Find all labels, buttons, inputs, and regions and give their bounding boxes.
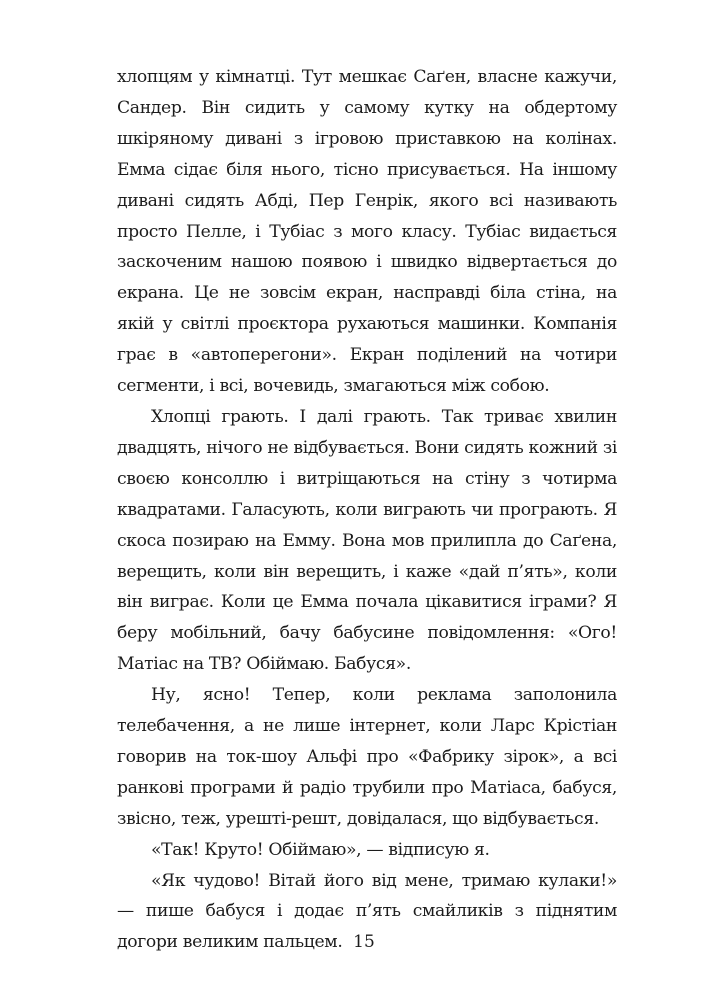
page-number: 15 [353, 932, 375, 952]
paragraph-4: «Так! Круто! Обіймаю», — відписую я. [151, 839, 490, 860]
body-text [117, 62, 617, 958]
paragraph-5: «Як чудово! Вітай його від мене, тримаю кулаки!» — пише бабуся і додає п’ять смайликів з піднятим догори великим пальцем. [117, 870, 617, 953]
paragraph-1: хлопцям у кімнатці. Тут мешкає Саґен, власне кажучи, Сандер. Він сидить у самому кутку на обдертому шкіряному дивані з ігровою приставкою на колінах. Емма сідає біля нього, тісно присувається. На іншому дивані сидять Абді, Пер Генрік, якого всі називають просто Пелле, і Тубіас з мого класу. Тубіас видається заскоченим нашою появою і швидко відвертається до екрана. Це не зовсім екран, насправді біла стіна, на якій у світлі проєктора рухаються машинки. Компанія грає в «автоперегони». Екран поділений на чотири сегменти, і всі, вочевидь, змагаються між собою. [117, 67, 617, 397]
paragraph-3: Ну, ясно! Тепер, коли реклама заполонила телебачення, а не лише інтернет, коли Ларс Крістіан говорив на ток-шоу Альфі про «Фабрику зірок», а всі ранкові програми й радіо трубили про Матіаса, бабуся, звісно, теж, урешті-решт, довідалася, що відбувається. [117, 685, 617, 829]
paragraph-2: Хлопці грають. І далі грають. Так триває хвилин двадцять, нічого не відбувається. Вони сидять кожний зі своєю консоллю і витріщаються на стіну з чотирма квадратами. Галасують, коли виграють чи програють. Я скоса позираю на Емму. Вона мов прилипла до Саґена, верещить, коли він верещить, і каже «дай п’ять», коли він виграє. Коли це Емма почала цікавитися іграми? Я беру мобільний, бачу бабусине повідомлення: «Ого! Матіас на ТВ? Обіймаю. Бабуся». [117, 406, 617, 675]
